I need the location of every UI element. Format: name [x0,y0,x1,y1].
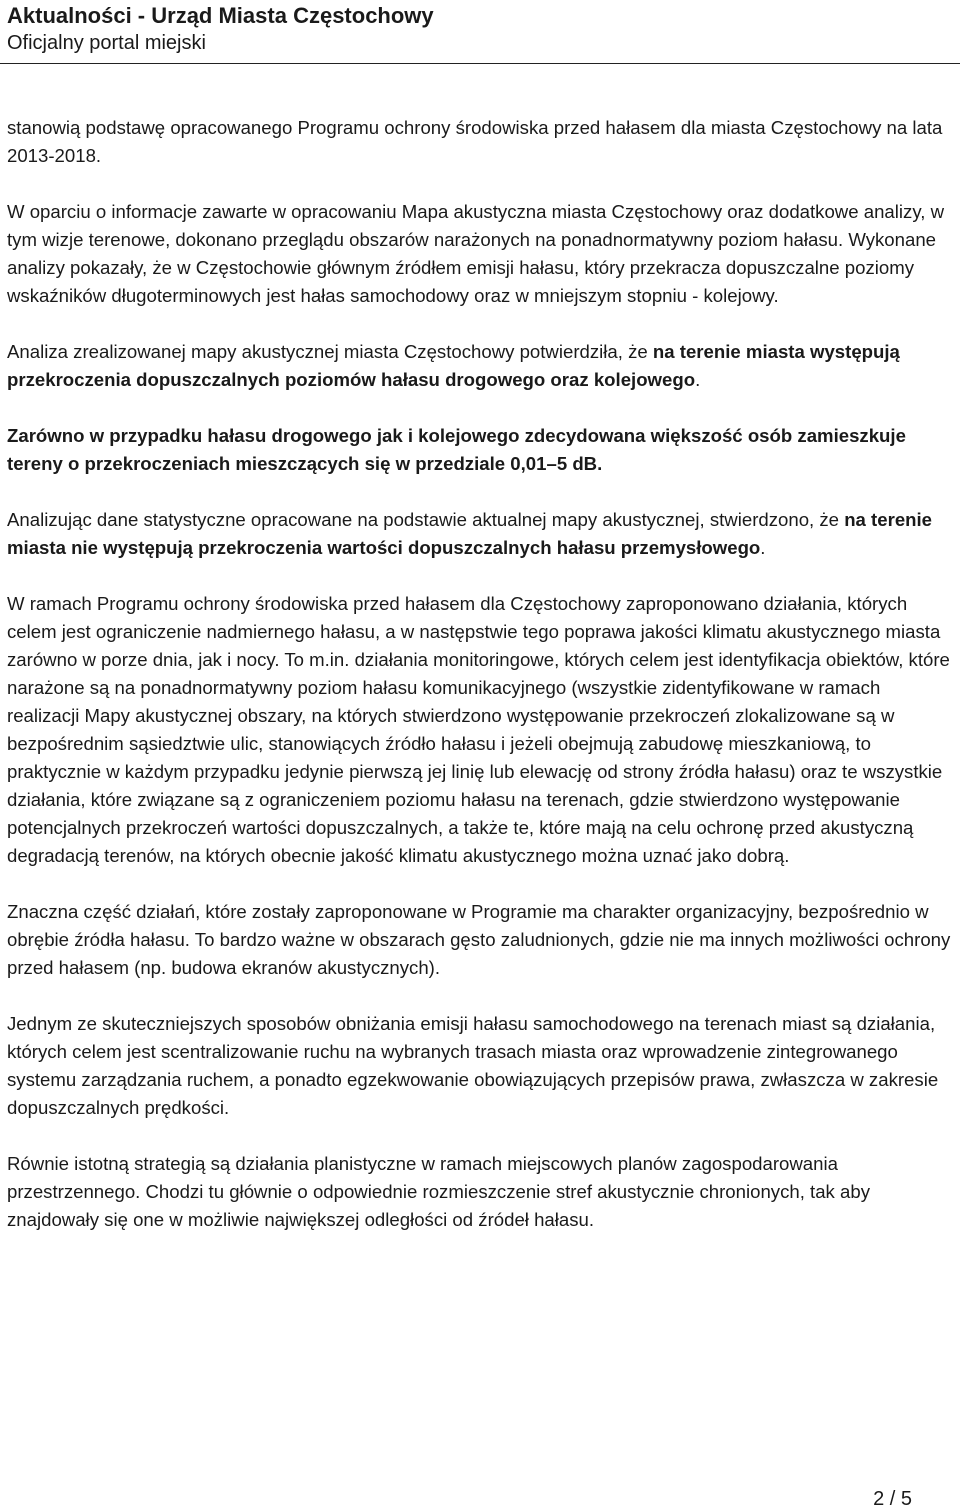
article-paragraph [7,590,952,870]
article-paragraph [7,198,952,310]
emphasized-text: Zarówno w przypadku hałasu drogowego jak i kolejowego zdecydowana większość osób zamieszkuje tereny o przekroczeniach mieszczących się w przedziale 0,01–5 dB. [7,425,906,474]
article-paragraph [7,422,952,478]
site-subtitle: Oficjalny portal miejski [7,32,206,54]
site-title: Aktualności - Urząd Miasta Częstochowy [7,3,434,28]
paragraph-text: Jednym ze skuteczniejszych sposobów obniżania emisji hałasu samochodowego na terenach miast są działania, których celem jest scentralizowanie ruchu na wybranych trasach miasta oraz wprowadzenie zintegrowanego systemu zarządzania ruchem, a ponadto egzekwowanie obowiązujących przepisów prawa, zwłaszcza w zakresie dopuszczalnych prędkości. [7,1013,939,1118]
paragraph-text: . [760,537,766,558]
emphasized-text: na terenie miasta występują przekroczenia dopuszczalnych poziomów hałasu drogowego oraz kolejowego [7,341,900,390]
article-paragraph [7,1150,952,1234]
paragraph-text: W oparciu o informacje zawarte w opracowaniu Mapa akustyczna miasta Częstochowy oraz dodatkowe analizy, w tym wizje terenowe, dokonano przeglądu obszarów narażonych na ponadnormatywny poziom hałasu. Wykonane analizy pokazały, że w Częstochowie głównym źródłem emisji hałasu, który przekracza dopuszczalne poziomy wskaźników długoterminowych jest hałas samochodowy oraz w mniejszym stopniu - kolejowy. [7,201,944,306]
article-paragraph [7,338,952,394]
article-body [7,114,952,1262]
article-paragraph [7,1010,952,1122]
paragraph-text: Analizując dane statystyczne opracowane na podstawie aktualnej mapy akustycznej, stwierdzono, że [7,509,845,530]
emphasized-text: na terenie miasta nie występują przekroczenia wartości dopuszczalnych hałasu przemysłowego [7,509,933,558]
paragraph-text: stanowią podstawę opracowanego Programu ochrony środowiska przed hałasem dla miasta Częstochowy na lata 2013-2018. [7,117,943,166]
page-number: 2 / 5 [873,1488,912,1510]
article-paragraph [7,506,952,562]
paragraph-text: Analiza zrealizowanej mapy akustycznej miasta Częstochowy potwierdziła, że [7,341,653,362]
paragraph-text: . [695,369,701,390]
article-paragraph [7,114,952,170]
page-header [7,0,957,57]
article-paragraph [7,898,952,982]
paragraph-text: W ramach Programu ochrony środowiska przed hałasem dla Częstochowy zaproponowano działania, których celem jest ograniczenie nadmiernego hałasu, a w następstwie tego poprawa jakości klimatu akustycznego miasta zarówno w porze dnia, jak i nocy. To m.in. działania monitoringowe, których celem jest identyfikacja obiektów, które narażone są na ponadnormatywny poziom hałasu komunikacyjnego (wszystkie zidentyfikowane w ramach realizacji Mapy akustycznej obszary, na których stwierdzono występowanie przekroczeń zlokalizowane są w bezpośrednim sąsiedztwie ulic, stanowiących źródło hałasu i jeżeli obejmują zabudowę mieszkaniową, to praktycznie w każdym przypadku jedynie pierwszą jej linię lub elewację od strony źródła hałasu) oraz te wszystkie działania, które związane są z ograniczeniem poziomu hałasu na terenach, gdzie stwierdzono występowanie potencjalnych przekroczeń wartości dopuszczalnych, a także te, które mają na celu ochronę przed akustyczną degradacją terenów, na których obecnie jakość klimatu akustycznego można uznać jako dobrą. [7,593,950,866]
paragraph-text: Równie istotną strategią są działania planistyczne w ramach miejscowych planów zagospodarowania przestrzennego. Chodzi tu głównie o odpowiednie rozmieszczenie stref akustycznie chronionych, tak aby znajdowały się one w możliwie największej odległości od źródeł hałasu. [7,1153,871,1230]
paragraph-text: Znaczna część działań, które zostały zaproponowane w Programie ma charakter organizacyjny, bezpośrednio w obrębie źródła hałasu. To bardzo ważne w obszarach gęsto zaludnionych, gdzie nie ma innych możliwości ochrony przed hałasem (np. budowa ekranów akustycznych). [7,901,951,978]
header-divider [0,63,960,64]
